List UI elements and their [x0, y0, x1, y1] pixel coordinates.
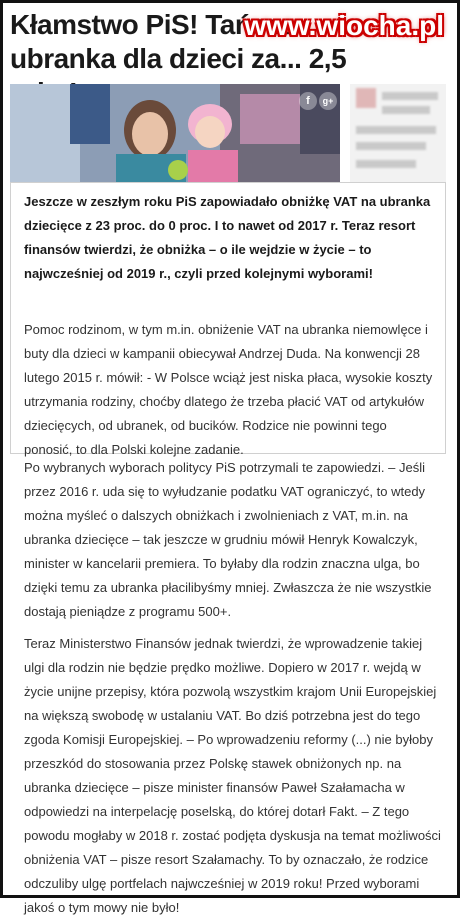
facebook-share-icon[interactable]: f — [299, 92, 317, 110]
article-photo[interactable] — [10, 84, 340, 182]
blurred-sidebar — [350, 84, 446, 182]
blurred-line — [382, 106, 430, 114]
blurred-line — [382, 92, 438, 100]
blurred-thumb — [356, 88, 376, 108]
article-paragraph: Teraz Ministerstwo Finansów jednak twierdzi, że wprowadzenie takiej ulgi dla rodzin nie będzie prędko możliwe. Dopiero w 2017 r. wejdą w życie unijne przepisy, która pozwolą wszystkim krajom Unii Europejskiej na większą swobodę w ustalaniu VAT. Bo dziś potrzebna jest do tego zgoda Komisji Europejskiej. – Po wprowadzeniu reformy (...) nie byłoby przeszkód do stosowania przez Polskę stawek obniżonych np. na ubranka dziecięce – pisze minister finansów Paweł Szałamacha w odpowiedzi na interpelację poselską, do której dotarł Fakt. – Z tego powodu mogłaby w 2018 r. zostać podjęta dyskusja na temat możliwości obniżenia VAT – pisze resort Szałamachy. To by oznaczało, że rodzice odczuliby ulgę portfelach najwcześniej w 2019 roku! Przed wyborami jakoś o tym mowy nie było! — [24, 636, 441, 915]
blurred-line — [356, 142, 426, 150]
article-paragraph: Po wybranych wyborach politycy PiS potrzymali te zapowiedzi. – Jeśli przez 2016 r. uda się to wyłudzanie podatku VAT ograniczyć, to wtedy można myśleć o dalszych obniżkach i zwolnieniach z VAT, m.in. na ubranka dziecięce – tak jeszcze w grudniu mówił Henryk Kowalczyk, minister w kancelarii premiera. To byłaby dla rodzin znaczna ulga, bo dzięki temu za ubranka płacilibyśmy mniej. Zwłaszcza że nie wszystkie dostają pieniądze z programu 500+. — [24, 460, 432, 619]
watermark-logo: www.wiocha.pl — [244, 10, 444, 41]
article-lead: Jeszcze w zeszłym roku PiS zapowiadało obniżkę VAT na ubranka dziecięce z 23 proc. do 0 proc. I to nawet od 2017 r. Teraz resort finansów twierdzi, że obniżka – o ile wejdzie w życie – to najwcześniej od 2019 r., czyli przed kolejnymi wyborami! — [24, 194, 431, 281]
blurred-line — [356, 126, 436, 134]
photo-illustration — [10, 84, 340, 182]
blurred-line — [356, 160, 416, 168]
article-paragraph: Pomoc rodzinom, w tym m.in. obniżenie VAT na ubranka niemowlęce i buty dla dzieci w kampanii obiecywał Andrzej Duda. Na konwencji 28 lutego 2015 r. mówił: - W Polsce wciąż jest niska płaca, wysokie koszty utrzymania rodziny, choćby dlatego że trzeba płacić VAT od artykułów dziecięcych, od ubranek, od bucików. Rodzice nie powinni tego ponosić, to dla Polski kolejne zadanie. — [24, 322, 433, 457]
google-plus-share-icon[interactable]: g+ — [319, 92, 337, 110]
article-headline: Kłamstwo PiS! Tańsze ubranka dla dzieci za... 2,5 — [10, 9, 347, 74]
